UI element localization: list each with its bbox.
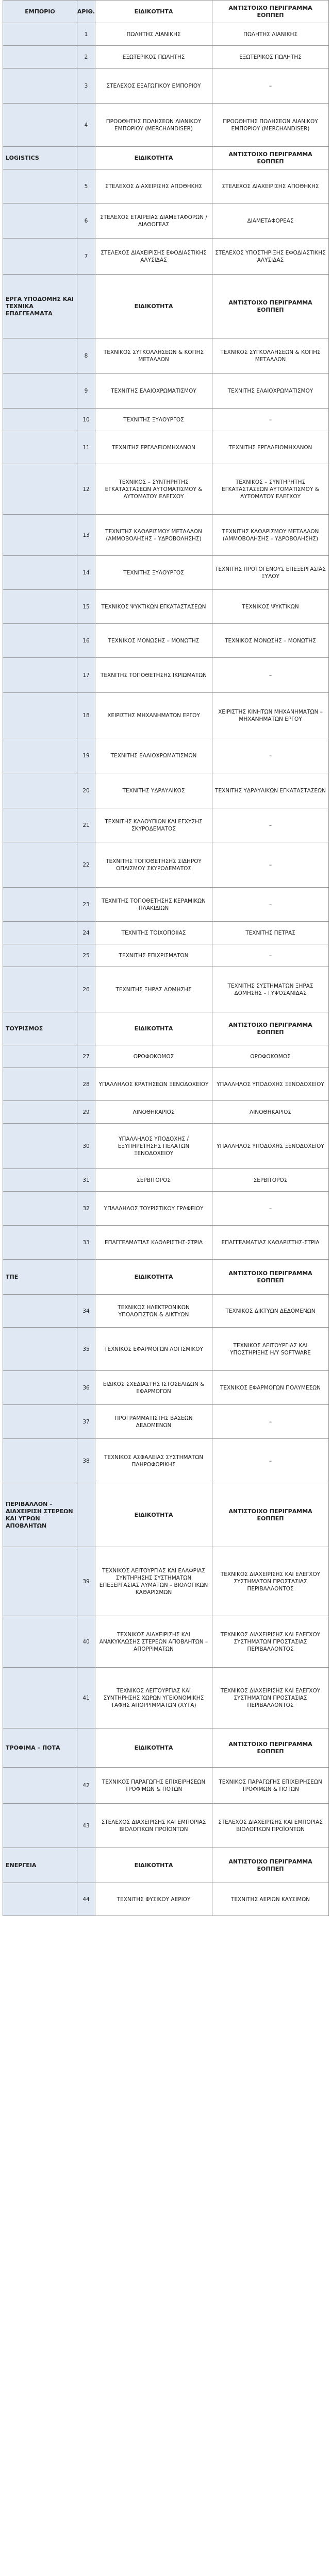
row-category-spacer [3, 1371, 77, 1405]
row-specialty: ΤΕΧΝΙΚΟΣ ΨΥΚΤΙΚΩΝ ΕΓΚΑΤΑΣΤΑΣΕΩΝ [95, 590, 212, 624]
row-program: ΣΤΕΛΕΧΟΣ ΥΠΟΣΤΗΡΙΞΗΣ ΕΦΟΔΙΑΣΤΙΚΗΣ ΑΛΥΣΙΔΑΣ [212, 239, 329, 275]
row-specialty: ΤΕΧΝΙΚΟΣ ΛΕΙΤΟΥΡΓΙΑΣ ΚΑΙ ΣΥΝΤΗΡΗΣΗΣ ΧΩΡΩΝ ΥΓΕΙΟΝΟΜΙΚΗΣ ΤΑΦΗΣ ΑΠΟΡΡΙΜΜΑΤΩΝ (ΧΥΤΑ) [95, 1668, 212, 1728]
row-program: ΤΕΧΝΙΤΗΣ ΚΑΘΑΡΙΣΜΟΥ ΜΕΤΑΛΛΩΝ (ΑΜΜΟΒΟΛΗΣΗΣ – ΥΔΡΟΒΟΛΗΣΗΣ) [212, 515, 329, 556]
specialties-table [3, 0, 329, 1916]
row-category-spacer [3, 624, 77, 658]
row-program: ΤΕΧΝΙΤΗΣ ΠΡΟΤΟΓΕΝΟΥΣ ΕΠΕΞΕΡΓΑΣΙΑΣ ΞΥΛΟΥ [212, 556, 329, 590]
row-number: 10 [77, 409, 95, 431]
row-number: 12 [77, 464, 95, 515]
row-program: – [212, 1192, 329, 1226]
category-spacer [77, 147, 95, 170]
row-program: ΛΙΝΟΘΗΚΑΡΙΟΣ [212, 1101, 329, 1124]
row-category-spacer [3, 1192, 77, 1226]
row-category-spacer [3, 1045, 77, 1068]
row-specialty: ΣΤΕΛΕΧΟΣ ΔΙΑΧΕΙΡΙΣΗΣ ΕΦΟΔΙΑΣΤΙΚΗΣ ΑΛΥΣΙΔΑΣ [95, 239, 212, 275]
row-category-spacer [3, 204, 77, 239]
row-specialty: ΤΕΧΝΙΤΗΣ ΕΛΑΙΟΧΡΩΜΑΤΙΣΜΟΥ [95, 374, 212, 409]
row-specialty: ΤΕΧΝΙΤΗΣ ΞΥΛΟΥΡΓΟΣ [95, 556, 212, 590]
row-category-spacer [3, 1768, 77, 1804]
row-number: 40 [77, 1616, 95, 1668]
row-program: ΤΕΧΝΙΤΗΣ ΕΛΑΙΟΧΡΩΜΑΤΙΣΜΟΥ [212, 374, 329, 409]
column-header-program: ΑΝΤΙΣΤΟΙΧΟ ΠΕΡΙΓΡΑΜΜΑ ΕΟΠΠΕΠ [212, 1483, 329, 1547]
row-number: 27 [77, 1045, 95, 1068]
row-program: ΤΕΧΝΙΚΟΣ ΕΦΑΡΜΟΓΩΝ ΠΟΛΥΜΕΣΩΝ [212, 1371, 329, 1405]
row-specialty: ΤΕΧΝΙΚΟΣ ΣΥΓΚΟΛΛΗΣΕΩΝ & ΚΟΠΗΣ ΜΕΤΑΛΛΩΝ [95, 338, 212, 374]
row-number: 6 [77, 204, 95, 239]
column-header-specialty: ΕΙΔΙΚΟΤΗΤΑ [95, 1483, 212, 1547]
row-number: 15 [77, 590, 95, 624]
row-specialty: ΣΤΕΛΕΧΟΣ ΕΤΑΙΡΕΙΑΣ ΔΙΑΜΕΤΑΦΟΡΩΝ / ΔΙΑΘΟΓΕΑΣ [95, 204, 212, 239]
column-header-program: ΑΝΤΙΣΤΟΙΧΟ ΠΕΡΙΓΡΑΜΜΑ ΕΟΠΠΕΠ [212, 1260, 329, 1295]
row-specialty: ΤΕΧΝΙΤΗΣ ΤΟΠΟΘΕΤΗΣΗΣ ΙΚΡΙΩΜΑΤΩΝ [95, 658, 212, 693]
row-number: 5 [77, 170, 95, 204]
row-category-spacer [3, 1169, 77, 1192]
row-specialty: ΤΕΧΝΙΤΗΣ ΕΠΙΧΡΙΣΜΑΤΩΝ [95, 944, 212, 967]
row-specialty: ΤΕΧΝΙΤΗΣ ΦΥΣΙΚΟΥ ΑΕΡΙΟΥ [95, 1883, 212, 1916]
row-program: – [212, 944, 329, 967]
row-number: 36 [77, 1371, 95, 1405]
row-program: – [212, 1439, 329, 1483]
row-category-spacer [3, 409, 77, 431]
column-header-specialty: ΕΙΔΙΚΟΤΗΤΑ [95, 1012, 212, 1045]
column-header-program: ΑΝΤΙΣΤΟΙΧΟ ΠΕΡΙΓΡΑΜΜΑ ΕΟΠΠΕΠ [212, 1012, 329, 1045]
row-program: ΠΡΟΩΘΗΤΗΣ ΠΩΛΗΣΕΩΝ ΛΙΑΝΙΚΟΥ ΕΜΠΟΡΙΟΥ (MERCHANDISER) [212, 104, 329, 147]
row-specialty: ΥΠΑΛΛΗΛΟΣ ΥΠΟΔΟΧΗΣ / ΕΞΥΠΗΡΕΤΗΣΗΣ ΠΕΛΑΤΩΝ ΞΕΝΟΔΟΧΕΙΟΥ [95, 1124, 212, 1169]
row-specialty: ΥΠΑΛΛΗΛΟΣ ΚΡΑΤΗΣΕΩΝ ΞΕΝΟΔΟΧΕΙΟΥ [95, 1068, 212, 1101]
row-program: – [212, 842, 329, 888]
row-number: 30 [77, 1124, 95, 1169]
row-program: ΣΤΕΛΕΧΟΣ ΔΙΑΧΕΙΡΙΣΗΣ ΑΠΟΘΗΚΗΣ [212, 170, 329, 204]
row-number: 33 [77, 1226, 95, 1260]
row-program: ΥΠΑΛΛΗΛΟΣ ΥΠΟΔΟΧΗΣ ΞΕΝΟΔΟΧΕΙΟΥ [212, 1124, 329, 1169]
row-number: 2 [77, 46, 95, 69]
row-category-spacer [3, 1668, 77, 1728]
row-specialty: ΤΕΧΝΙΚΟΣ ΜΟΝΩΣΗΣ – ΜΟΝΩΤΗΣ [95, 624, 212, 658]
category-title: ΕΜΠΟΡΙΟ [3, 1, 77, 23]
row-program: ΤΕΧΝΙΤΗΣ ΕΡΓΑΛΕΙΟΜΗΧΑΝΩΝ [212, 431, 329, 464]
row-program: ΤΕΧΝΙΚΟΣ ΔΙΚΤΥΩΝ ΔΕΔΟΜΕΝΩΝ [212, 1295, 329, 1328]
row-number: 44 [77, 1883, 95, 1916]
row-program: ΕΠΑΓΓΕΛΜΑΤΙΑΣ ΚΑΘΑΡΙΣΤΗΣ-ΣΤΡΙΑ [212, 1226, 329, 1260]
row-program: ΤΕΧΝΙΚΟΣ ΔΙΑΧΕΙΡΙΣΗΣ ΚΑΙ ΕΛΕΓΧΟΥ ΣΥΣΤΗΜΑΤΩΝ ΠΡΟΣΤΑΣΙΑΣ ΠΕΡΙΒΑΛΛΟΝΤΟΣ [212, 1668, 329, 1728]
row-specialty: ΤΕΧΝΙΤΗΣ ΚΑΘΑΡΙΣΜΟΥ ΜΕΤΑΛΛΩΝ (ΑΜΜΟΒΟΛΗΣΗΣ – ΥΔΡΟΒΟΛΗΣΗΣ) [95, 515, 212, 556]
row-category-spacer [3, 1226, 77, 1260]
row-specialty: ΠΡΟΩΘΗΤΗΣ ΠΩΛΗΣΕΩΝ ΛΙΑΝΙΚΟΥ ΕΜΠΟΡΙΟΥ (MERCHANDISER) [95, 104, 212, 147]
row-category-spacer [3, 464, 77, 515]
row-specialty: ΤΕΧΝΙΤΗΣ ΤΟΠΟΘΕΤΗΣΗΣ ΣΙΔΗΡΟΥ ΟΠΛΙΣΜΟΥ ΣΚΥΡΟΔΕΜΑΤΟΣ [95, 842, 212, 888]
row-number: 39 [77, 1547, 95, 1616]
row-specialty: ΤΕΧΝΙΤΗΣ ΤΟΙΧΟΠΟΙΙΑΣ [95, 922, 212, 944]
row-program: ΔΙΑΜΕΤΑΦΟΡΕΑΣ [212, 204, 329, 239]
row-category-spacer [3, 1328, 77, 1371]
category-spacer [77, 1483, 95, 1547]
category-title: ΕΝΕΡΓΕΙΑ [3, 1848, 77, 1883]
row-program: ΣΤΕΛΕΧΟΣ ΔΙΑΧΕΙΡΙΣΗΣ ΚΑΙ ΕΜΠΟΡΙΑΣ ΒΙΟΛΟΓΙΚΩΝ ΠΡΟΪΟΝΤΩΝ [212, 1804, 329, 1848]
row-specialty: ΠΡΟΓΡΑΜΜΑΤΙΣΤΗΣ ΒΑΣΕΩΝ ΔΕΔΟΜΕΝΩΝ [95, 1405, 212, 1439]
row-specialty: ΤΕΧΝΙΤΗΣ ΕΡΓΑΛΕΙΟΜΗΧΑΝΩΝ [95, 431, 212, 464]
row-program: ΤΕΧΝΙΚΟΣ ΔΙΑΧΕΙΡΙΣΗΣ ΚΑΙ ΕΛΕΓΧΟΥ ΣΥΣΤΗΜΑΤΩΝ ΠΡΟΣΤΑΣΙΑΣ ΠΕΡΙΒΑΛΛΟΝΤΟΣ [212, 1547, 329, 1616]
row-specialty: ΛΙΝΟΘΗΚΑΡΙΟΣ [95, 1101, 212, 1124]
row-category-spacer [3, 590, 77, 624]
row-category-spacer [3, 842, 77, 888]
row-specialty: ΤΕΧΝΙΚΟΣ ΗΛΕΚΤΡΟΝΙΚΩΝ ΥΠΟΛΟΓΙΣΤΩΝ & ΔΙΚΤΥΩΝ [95, 1295, 212, 1328]
row-category-spacer [3, 1068, 77, 1101]
row-program: ΤΕΧΝΙΚΟΣ ΨΥΚΤΙΚΩΝ [212, 590, 329, 624]
row-category-spacer [3, 374, 77, 409]
category-title: ΠΕΡΙΒΑΛΛΟΝ – ΔΙΑΧΕΙΡΙΣΗ ΣΤΕΡΕΩΝ ΚΑΙ ΥΓΡΩΝ ΑΠΟΒΛΗΤΩΝ [3, 1483, 77, 1547]
row-program: – [212, 658, 329, 693]
row-number: 9 [77, 374, 95, 409]
row-number: 35 [77, 1328, 95, 1371]
row-number: 19 [77, 738, 95, 773]
row-category-spacer [3, 104, 77, 147]
row-specialty: ΕΙΔΙΚΟΣ ΣΧΕΔΙΑΣΤΗΣ ΙΣΤΟΣΕΛΙΔΩΝ & ΕΦΑΡΜΟΓΩΝ [95, 1371, 212, 1405]
row-specialty: ΤΕΧΝΙΤΗΣ ΤΟΠΟΘΕΤΗΣΗΣ ΚΕΡΑΜΙΚΩΝ ΠΛΑΚΙΔΙΩΝ [95, 888, 212, 922]
category-title: ΤΡΟΦΙΜΑ – ΠΟΤΑ [3, 1728, 77, 1768]
row-program: ΤΕΧΝΙΤΗΣ ΥΔΡΑΥΛΙΚΩΝ ΕΓΚΑΤΑΣΤΑΣΕΩΝ [212, 773, 329, 808]
row-number: 1 [77, 23, 95, 46]
category-title: ΤΟΥΡΙΣΜΟΣ [3, 1012, 77, 1045]
row-category-spacer [3, 1405, 77, 1439]
row-specialty: ΤΕΧΝΙΤΗΣ ΕΛΑΙΟΧΡΩΜΑΤΙΣΜΩΝ [95, 738, 212, 773]
row-number: 43 [77, 1804, 95, 1848]
row-specialty: ΤΕΧΝΙΚΟΣ ΑΣΦΑΛΕΙΑΣ ΣΥΣΤΗΜΑΤΩΝ ΠΛΗΡΟΦΟΡΙΚΗΣ [95, 1439, 212, 1483]
row-program: ΧΕΙΡΙΣΤΗΣ ΚΙΝΗΤΩΝ ΜΗΧΑΝΗΜΑΤΩΝ – ΜΗΧΑΝΗΜΑΤΩΝ ΕΡΓΟΥ [212, 693, 329, 738]
category-spacer [77, 1848, 95, 1883]
row-number: 17 [77, 658, 95, 693]
row-program: – [212, 1405, 329, 1439]
column-header-program: ΑΝΤΙΣΤΟΙΧΟ ΠΕΡΙΓΡΑΜΜΑ ΕΟΠΠΕΠ [212, 1, 329, 23]
row-category-spacer [3, 515, 77, 556]
row-program: ΣΕΡΒΙΤΟΡΟΣ [212, 1169, 329, 1192]
row-category-spacer [3, 693, 77, 738]
row-category-spacer [3, 658, 77, 693]
row-category-spacer [3, 888, 77, 922]
row-number: 31 [77, 1169, 95, 1192]
row-category-spacer [3, 1101, 77, 1124]
row-number: 42 [77, 1768, 95, 1804]
row-category-spacer [3, 338, 77, 374]
row-program: ΟΡΟΦΟΚΟΜΟΣ [212, 1045, 329, 1068]
row-number: 14 [77, 556, 95, 590]
column-header-specialty: ΕΙΔΙΚΟΤΗΤΑ [95, 1, 212, 23]
column-header-program: ΑΝΤΙΣΤΟΙΧΟ ΠΕΡΙΓΡΑΜΜΑ ΕΟΠΠΕΠ [212, 1728, 329, 1768]
row-program: ΤΕΧΝΙΚΟΣ ΠΑΡΑΓΩΓΗΣ ΕΠΙΧΕΙΡΗΣΕΩΝ ΤΡΟΦΙΜΩΝ & ΠΟΤΩΝ [212, 1768, 329, 1804]
column-header-program: ΑΝΤΙΣΤΟΙΧΟ ΠΕΡΙΓΡΑΜΜΑ ΕΟΠΠΕΠ [212, 147, 329, 170]
row-program: – [212, 888, 329, 922]
row-specialty: ΣΤΕΛΕΧΟΣ ΔΙΑΧΕΙΡΙΣΗΣ ΑΠΟΘΗΚΗΣ [95, 170, 212, 204]
row-specialty: ΟΡΟΦΟΚΟΜΟΣ [95, 1045, 212, 1068]
row-specialty: ΤΕΧΝΙΤΗΣ ΚΑΛΟΥΠΙΩΝ ΚΑΙ ΕΓΧΥΣΗΣ ΣΚΥΡΟΔΕΜΑΤΟΣ [95, 808, 212, 842]
row-program: – [212, 808, 329, 842]
row-specialty: ΤΕΧΝΙΚΟΣ ΔΙΑΧΕΙΡΙΣΗΣ ΚΑΙ ΑΝΑΚΥΚΛΩΣΗΣ ΣΤΕΡΕΩΝ ΑΠΟΒΛΗΤΩΝ – ΑΠΟΡΡΙΜΑΤΩΝ [95, 1616, 212, 1668]
row-program: ΤΕΧΝΙΚΟΣ ΣΥΓΚΟΛΛΗΣΕΩΝ & ΚΟΠΗΣ ΜΕΤΑΛΛΩΝ [212, 338, 329, 374]
row-number: 41 [77, 1668, 95, 1728]
row-program: ΕΞΩΤΕΡΙΚΟΣ ΠΩΛΗΤΗΣ [212, 46, 329, 69]
row-specialty: ΤΕΧΝΙΤΗΣ ΞΗΡΑΣ ΔΟΜΗΣΗΣ [95, 967, 212, 1012]
row-category-spacer [3, 1439, 77, 1483]
row-category-spacer [3, 808, 77, 842]
category-title: ΤΠΕ [3, 1260, 77, 1295]
row-number: 26 [77, 967, 95, 1012]
category-spacer [77, 1260, 95, 1295]
column-header-program: ΑΝΤΙΣΤΟΙΧΟ ΠΕΡΙΓΡΑΜΜΑ ΕΟΠΠΕΠ [212, 1848, 329, 1883]
row-number: 37 [77, 1405, 95, 1439]
column-header-program: ΑΝΤΙΣΤΟΙΧΟ ΠΕΡΙΓΡΑΜΜΑ ΕΟΠΠΕΠ [212, 275, 329, 338]
row-category-spacer [3, 944, 77, 967]
category-title: ΕΡΓΑ ΥΠΟΔΟΜΗΣ ΚΑΙ ΤΕΧΝΙΚΑ ΕΠΑΓΓΕΛΜΑΤΑ [3, 275, 77, 338]
row-program: – [212, 69, 329, 104]
row-number: 21 [77, 808, 95, 842]
row-program: – [212, 409, 329, 431]
row-program: ΤΕΧΝΙΤΗΣ ΑΕΡΙΩΝ ΚΑΥΣΙΜΩΝ [212, 1883, 329, 1916]
row-number: 3 [77, 69, 95, 104]
row-category-spacer [3, 738, 77, 773]
row-category-spacer [3, 170, 77, 204]
row-number: 23 [77, 888, 95, 922]
row-specialty: ΤΕΧΝΙΚΟΣ ΠΑΡΑΓΩΓΗΣ ΕΠΙΧΕΙΡΗΣΕΩΝ ΤΡΟΦΙΜΩΝ & ΠΟΤΩΝ [95, 1768, 212, 1804]
row-specialty: ΥΠΑΛΛΗΛΟΣ ΤΟΥΡΙΣΤΙΚΟΥ ΓΡΑΦΕΙΟΥ [95, 1192, 212, 1226]
row-program: ΤΕΧΝΙΤΗΣ ΠΕΤΡΑΣ [212, 922, 329, 944]
row-category-spacer [3, 69, 77, 104]
row-program: ΤΕΧΝΙΚΟΣ – ΣΥΝΤΗΡΗΤΗΣ ΕΓΚΑΤΑΣΤΑΣΕΩΝ ΑΥΤΟΜΑΤΙΣΜΟΥ & ΑΥΤΟΜΑΤΟΥ ΕΛΕΓΧΟΥ [212, 464, 329, 515]
row-number: 28 [77, 1068, 95, 1101]
category-spacer [77, 1012, 95, 1045]
row-program: – [212, 738, 329, 773]
category-spacer [77, 275, 95, 338]
row-category-spacer [3, 1883, 77, 1916]
row-category-spacer [3, 46, 77, 69]
category-spacer [77, 1728, 95, 1768]
row-number: 18 [77, 693, 95, 738]
row-category-spacer [3, 773, 77, 808]
row-number: 13 [77, 515, 95, 556]
row-category-spacer [3, 1804, 77, 1848]
column-header-specialty: ΕΙΔΙΚΟΤΗΤΑ [95, 1260, 212, 1295]
row-program: ΤΕΧΝΙΚΟΣ ΔΙΑΧΕΙΡΙΣΗΣ ΚΑΙ ΕΛΕΓΧΟΥ ΣΥΣΤΗΜΑΤΩΝ ΠΡΟΣΤΑΣΙΑΣ ΠΕΡΙΒΑΛΛΟΝΤΟΣ [212, 1616, 329, 1668]
row-number: 32 [77, 1192, 95, 1226]
row-category-spacer [3, 23, 77, 46]
row-number: 11 [77, 431, 95, 464]
row-category-spacer [3, 431, 77, 464]
row-category-spacer [3, 1616, 77, 1668]
row-specialty: ΤΕΧΝΙΚΟΣ ΛΕΙΤΟΥΡΓΙΑΣ ΚΑΙ ΕΛΑΦΡΙΑΣ ΣΥΝΤΗΡΗΣΗΣ ΣΥΣΤΗΜΑΤΩΝ ΕΠΕΞΕΡΓΑΣΙΑΣ ΛΥΜΑΤΩΝ – ΒΙΟΛΟΓΙΚΩΝ ΚΑΘΑΡΙΣΜΩΝ [95, 1547, 212, 1616]
row-number: 22 [77, 842, 95, 888]
row-number: 20 [77, 773, 95, 808]
row-specialty: ΕΠΑΓΓΕΛΜΑΤΙΑΣ ΚΑΘΑΡΙΣΤΗΣ-ΣΤΡΙΑ [95, 1226, 212, 1260]
row-category-spacer [3, 1295, 77, 1328]
row-program: ΠΩΛΗΤΗΣ ΛΙΑΝΙΚΗΣ [212, 23, 329, 46]
row-specialty: ΕΞΩΤΕΡΙΚΟΣ ΠΩΛΗΤΗΣ [95, 46, 212, 69]
category-title: LOGISTICS [3, 147, 77, 170]
row-number: 8 [77, 338, 95, 374]
row-program: ΤΕΧΝΙΤΗΣ ΣΥΣΤΗΜΑΤΩΝ ΞΗΡΑΣ ΔΟΜΗΣΗΣ – ΓΥΨΟΣΑΝΙΔΑΣ [212, 967, 329, 1012]
row-specialty: ΤΕΧΝΙΚΟΣ – ΣΥΝΤΗΡΗΤΗΣ ΕΓΚΑΤΑΣΤΑΣΕΩΝ ΑΥΤΟΜΑΤΙΣΜΟΥ & ΑΥΤΟΜΑΤΟΥ ΕΛΕΓΧΟΥ [95, 464, 212, 515]
row-category-spacer [3, 556, 77, 590]
row-program: ΤΕΧΝΙΚΟΣ ΛΕΙΤΟΥΡΓΙΑΣ ΚΑΙ ΥΠΟΣΤΗΡΙΞΗΣ Η/Υ SOFTWARE [212, 1328, 329, 1371]
row-specialty: ΤΕΧΝΙΚΟΣ ΕΦΑΡΜΟΓΩΝ ΛΟΓΙΣΜΙΚΟΥ [95, 1328, 212, 1371]
row-number: 29 [77, 1101, 95, 1124]
row-category-spacer [3, 922, 77, 944]
row-specialty: ΤΕΧΝΙΤΗΣ ΞΥΛΟΥΡΓΟΣ [95, 409, 212, 431]
row-program: ΥΠΑΛΛΗΛΟΣ ΥΠΟΔΟΧΗΣ ΞΕΝΟΔΟΧΕΙΟΥ [212, 1068, 329, 1101]
row-category-spacer [3, 239, 77, 275]
row-number: 7 [77, 239, 95, 275]
row-number: 24 [77, 922, 95, 944]
row-category-spacer [3, 1547, 77, 1616]
row-number: 25 [77, 944, 95, 967]
row-specialty: ΤΕΧΝΙΤΗΣ ΥΔΡΑΥΛΙΚΟΣ [95, 773, 212, 808]
row-specialty: ΠΩΛΗΤΗΣ ΛΙΑΝΙΚΗΣ [95, 23, 212, 46]
column-header-number: ΑΡΙΘ. [77, 1, 95, 23]
column-header-specialty: ΕΙΔΙΚΟΤΗΤΑ [95, 1728, 212, 1768]
row-specialty: ΣΤΕΛΕΧΟΣ ΕΞΑΓΩΓΙΚΟΥ ΕΜΠΟΡΙΟΥ [95, 69, 212, 104]
row-number: 16 [77, 624, 95, 658]
row-number: 34 [77, 1295, 95, 1328]
row-program: ΤΕΧΝΙΚΟΣ ΜΟΝΩΣΗΣ – ΜΟΝΩΤΗΣ [212, 624, 329, 658]
column-header-specialty: ΕΙΔΙΚΟΤΗΤΑ [95, 147, 212, 170]
row-category-spacer [3, 967, 77, 1012]
row-category-spacer [3, 1124, 77, 1169]
column-header-specialty: ΕΙΔΙΚΟΤΗΤΑ [95, 1848, 212, 1883]
column-header-specialty: ΕΙΔΙΚΟΤΗΤΑ [95, 275, 212, 338]
row-specialty: ΣΕΡΒΙΤΟΡΟΣ [95, 1169, 212, 1192]
row-number: 4 [77, 104, 95, 147]
row-specialty: ΣΤΕΛΕΧΟΣ ΔΙΑΧΕΙΡΙΣΗΣ ΚΑΙ ΕΜΠΟΡΙΑΣ ΒΙΟΛΟΓΙΚΩΝ ΠΡΟΪΟΝΤΩΝ [95, 1804, 212, 1848]
row-specialty: ΧΕΙΡΙΣΤΗΣ ΜΗΧΑΝΗΜΑΤΩΝ ΕΡΓΟΥ [95, 693, 212, 738]
row-number: 38 [77, 1439, 95, 1483]
